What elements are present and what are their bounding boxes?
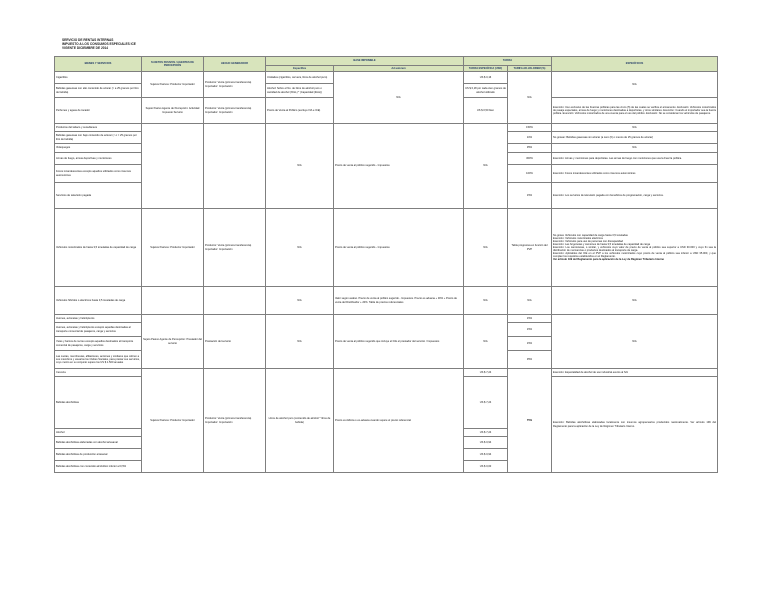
table-row	[55, 209, 718, 287]
table-row	[55, 369, 718, 377]
cell-tarifa-especifica: N/A	[464, 209, 508, 287]
cell-bienes: Cerveza	[55, 369, 142, 377]
cell-tarifa-especifica: US $ 0,94	[464, 437, 508, 449]
cell-nota: Exención: Especialidad de alcohol de uso industrial exento al IVA	[552, 369, 718, 377]
cell-bienes: Bebidas alcohólicas con contenido alcohólico inferior al 0,5%	[55, 461, 142, 473]
table-row	[55, 287, 718, 315]
col-header-tarifa-especifica: TARIFA ESPECÍFICA (USD)	[464, 66, 508, 72]
table-row	[55, 72, 718, 84]
cell-bienes: Armas de fuego, armas deportivas y municiones	[55, 153, 142, 165]
cell-nota: Exención: Uso exclusivo de las Fuerzas públicas para las cinco (5) de las cuales se verifica el armamento. Exclusión: Vehículos motorizados de pasaje especiales, armas de fuego y municiones destinadas a deportistas, y otros similares. Exención: Cuando el importador sea la fuerza pública. Exención: Vehículos motorizados de una cuenta para el uso del público. Exclusión: No se consideran los vehículos de pasajeros.	[552, 98, 718, 124]
cell-tarifa-especifica: US $ 0,18 por cada cien gramos de alcohol utilizado	[464, 84, 508, 98]
cell-sujetos	[142, 124, 204, 209]
cell-nota: N/A	[552, 144, 718, 153]
cell-tarifa-advalorem: 10%	[508, 132, 552, 144]
cell-tarifa-advalorem: 15%	[508, 315, 552, 323]
cell-base-advalorem: N/A	[334, 72, 464, 124]
cell-tarifa-especifica: US $ 7,24	[464, 377, 508, 429]
cell-hecho: Prestación del servicio	[204, 315, 266, 369]
cell-tarifa-advalorem: 300%	[508, 153, 552, 165]
cell-bienes: Yates y barcos de recreo excepto aquellos destinados al transporte comercial de pasajeros, carga y servicios	[55, 337, 142, 351]
document-header	[62, 38, 136, 51]
cell-tarifa-advalorem: 75%	[508, 369, 552, 473]
cell-hecho: Productor: Venta (primera transferencia) Importador: Importación	[204, 98, 266, 124]
cell-nota: Exención: Bebidas alcohólicas elaboradas localmente con insumos agropecuarios producidos nacionalmente. Ver artículo 199 del Reglamento para la aplicación de la Ley de Régimen Tributario Interno.	[552, 377, 718, 473]
cell-base-especifica: Unidades (cigarrillos, cerveza, litros de alcohol puro)	[266, 72, 334, 84]
header-line-2: IMPUESTO A LOS CONSUMOS ESPECIALES ICE	[62, 42, 136, 47]
cell-nota: No gravan: Bebidas gaseosas sin azúcar (a cero (0) o menos de 25 gramos de azúcar)	[552, 132, 718, 144]
cell-hecho	[204, 124, 266, 209]
cell-sujetos: Sujetos Pasivos: Productor Importador	[142, 72, 204, 98]
cell-bienes: Aviones, avionetas y helicópteros	[55, 315, 142, 323]
note-line: Ver artículo 199 del Reglamento para la aplicación de la Ley de Régimen Tributario Interno	[553, 258, 665, 262]
cell-nota: N/A	[552, 287, 718, 315]
cell-bienes: Cigarrillos	[55, 72, 142, 84]
cell-base-especifica: Alcohol: Sobre el No. de litros de alcohol puro o cantidad de alcohol (%GL) * (Capacidad (litros))	[266, 84, 334, 98]
cell-bienes: Aviones, avionetas y helicópteros excepto aquellas destinadas al transporte comercial de pasajeros, carga y servicios	[55, 323, 142, 337]
cell-tarifa-advalorem: 35%	[508, 351, 552, 369]
cell-nota: Exención: Los servicios de televisión pagada con beneficios de programación, carga y servicios.	[552, 183, 718, 209]
cell-base-advalorem: Valor según avalúo. Precio de venta al público sugerido - Impuestos. Precio ex-aduana + 30% + Precio de venta del Distribuidor + 20%. Tabla de precios referenciales	[334, 287, 464, 315]
col-header-sujetos: SUJETOS PASIVOS / AGENTES DE PERCEPCIÓN	[142, 57, 204, 72]
cell-bienes: Vehículos híbridos o eléctricos hasta 3,5 toneladas de carga	[55, 287, 142, 315]
cell-tarifa-especifica: N/A	[464, 124, 508, 209]
col-header-tarifa: TARIFA	[464, 57, 552, 66]
col-header-base-advalorem: Ad-valorem	[334, 66, 464, 72]
col-header-hecho: HECHO GENERADOR	[204, 57, 266, 72]
cell-nota: N/A	[552, 124, 718, 132]
cell-nota: N/A	[552, 315, 718, 369]
cell-hecho: Productor: Venta (primera transferencia) Importador: Importación	[204, 72, 266, 98]
cell-sujetos: Sujetos Pasivos: Productor Importador	[142, 369, 204, 473]
cell-nota: Exención: Focos incandescentes utilizados como insumos automotrices	[552, 165, 718, 183]
cell-tarifa-advalorem: 15%	[508, 183, 552, 209]
cell-tarifa-especifica: US $ 0,00	[464, 461, 508, 473]
cell-bienes: Bebidas alcohólicas elaboradas con alcohol artesanal	[55, 437, 142, 449]
cell-tarifa-advalorem: 150%	[508, 124, 552, 132]
cell-nota-list	[552, 209, 718, 287]
cell-bienes: Bebidas gaseosas con alto contenido de azúcar (> a 25 gramos por litro de bebida)	[55, 84, 142, 98]
note-line: Exención: Vehículos motorizados eléctricos	[553, 236, 603, 240]
cell-base-especifica: N/A	[266, 315, 334, 369]
col-header-base-especifica: Específica	[266, 66, 334, 72]
tax-table	[54, 56, 718, 473]
col-header-especificos: ESPECÍFICOS	[552, 57, 718, 72]
cell-base-especifica: Litros de alcohol puro (contenido de alcohol * litros de bebida)	[266, 369, 334, 473]
cell-bienes: Bebidas alcohólicas de producción artesanal	[55, 449, 142, 461]
cell-tarifa-especifica: US $ 0,94	[464, 449, 508, 461]
cell-hecho: Productor: Venta (primera transferencia) Importador: Importación	[204, 369, 266, 473]
cell-tarifa-especifica: US $ 7,24	[464, 429, 508, 437]
cell-sujetos: Sujeto Pasivo Agente de Percepción: Actividad Impuesto Servicio	[142, 98, 204, 124]
table-row	[55, 315, 718, 323]
cell-sujetos: Sujetos Pasivos: Productor Importador	[142, 209, 204, 287]
col-header-tarifa-advalorem: TARIFA AD-VALOREM (%)	[508, 66, 552, 72]
cell-tarifa-especifica: US $ 0,50 bien	[464, 98, 508, 124]
cell-tarifa-advalorem: Tabla progresiva en función del PVP	[508, 209, 552, 287]
cell-hecho: Productor: Venta (primera transferencia) Importador: Importación	[204, 209, 266, 287]
cell-base-especifica: N/A	[266, 124, 334, 209]
note-line: Exención: Vehículos para uso de personas con discapacidad	[553, 239, 623, 243]
cell-base-advalorem: Precio de venta al público sugerido - Impuestos	[334, 209, 464, 287]
cell-bienes: Bebidas alcohólicas	[55, 377, 142, 429]
table-row	[55, 124, 718, 132]
cell-base-especifica: Precio de Venta al Público (excluye IVA e ICE)	[266, 98, 334, 124]
cell-tarifa-especifica: N/A	[464, 287, 508, 315]
cell-bienes: Bebidas gaseosas con bajo contenido de azúcar (< o = 25 gramos por litro de bebida)	[55, 132, 142, 144]
note-line: Exención: Aplicables del ICE en el PVP a los vehículos motorizados cuyo precio de venta al público sea inferior a USD 35.000, y que cumplan los requisitos establecidos en el Reglamento.	[553, 252, 716, 259]
cell-tarifa-advalorem: 35%	[508, 144, 552, 153]
cell-bienes: Focos incandescentes excepto aquellos utilizados como insumos automotrices	[55, 165, 142, 183]
col-header-base: BASE IMPONIBLE	[266, 57, 464, 66]
cell-base-especifica: N/A	[266, 209, 334, 287]
cell-base-advalorem: Precio de venta al público sugerido que incluye el ICE el prestador del servicio / Impuestos	[334, 315, 464, 369]
cell-bienes: Productos del tabaco y sucedáneos	[55, 124, 142, 132]
cell-hecho	[204, 287, 266, 315]
cell-tarifa-advalorem: N/A	[508, 287, 552, 315]
cell-nota: N/A	[552, 72, 718, 98]
cell-bienes: Videojuegos	[55, 144, 142, 153]
cell-tarifa-advalorem: N/A	[508, 72, 552, 124]
cell-bienes: Las cuotas, membresías, afiliaciones, acciones y similares que cobren a sus miembros y usuarios los Clubes Sociales, para prestar sus servicios, cuyo monto en su conjunto supere los US $ 1.500 anuales	[55, 351, 142, 369]
note-line: Exención: Las furgonetas y camiones de hasta 3,5 toneladas de capacidad de carga	[553, 242, 651, 246]
cell-tarifa-especifica: N/A	[464, 315, 508, 369]
cell-tarifa-advalorem: 15%	[508, 323, 552, 337]
cell-base-advalorem: Precio ex-fábrica o ex-aduana cuando supere el precio referencial	[334, 369, 464, 473]
header-line-1: SERVICIO DE RENTAS INTERNAS	[62, 38, 114, 42]
cell-sujetos: Sujeto Pasivo Agente de Percepción: Prestador del servicio	[142, 315, 204, 369]
cell-bienes: Vehículos motorizados de hasta 3,5 toneladas de capacidad de carga	[55, 209, 142, 287]
cell-tarifa-especifica: US $ 0,16	[464, 72, 508, 84]
header-line-3: VIGENTE DICIEMBRE DE 2014	[62, 46, 109, 51]
cell-nota: Exención: Armas y municiones para deportistas. Las armas de fuego con municiones que usa la Fuerza pública.	[552, 153, 718, 165]
cell-tarifa-especifica: US $ 7,24	[464, 369, 508, 377]
note-line: Exención: Los camionetas, o similar, y vehículos cuyo valor de precio de venta al público sea superior a USD 30.000 y cuyo fin sea la distribución de mercancías o productos destinados al transporte de carga.	[553, 245, 716, 253]
note-line: No grava: Vehículos con capacidad de carga hasta 3,5 toneladas	[553, 233, 628, 237]
cell-bienes: Alcohol	[55, 429, 142, 437]
cell-base-advalorem: Precio de venta al público sugerido - Impuestos	[334, 124, 464, 209]
cell-bienes: Perfumes y aguas de tocador	[55, 98, 142, 124]
cell-tarifa-advalorem: 100%	[508, 165, 552, 183]
cell-base-especifica: N/A	[266, 287, 334, 315]
cell-tarifa-advalorem: 15%	[508, 337, 552, 351]
col-header-bienes: BIENES Y SERVICIOS	[55, 57, 142, 72]
cell-bienes: Servicios de televisión pagada	[55, 183, 142, 209]
cell-sujetos	[142, 287, 204, 315]
